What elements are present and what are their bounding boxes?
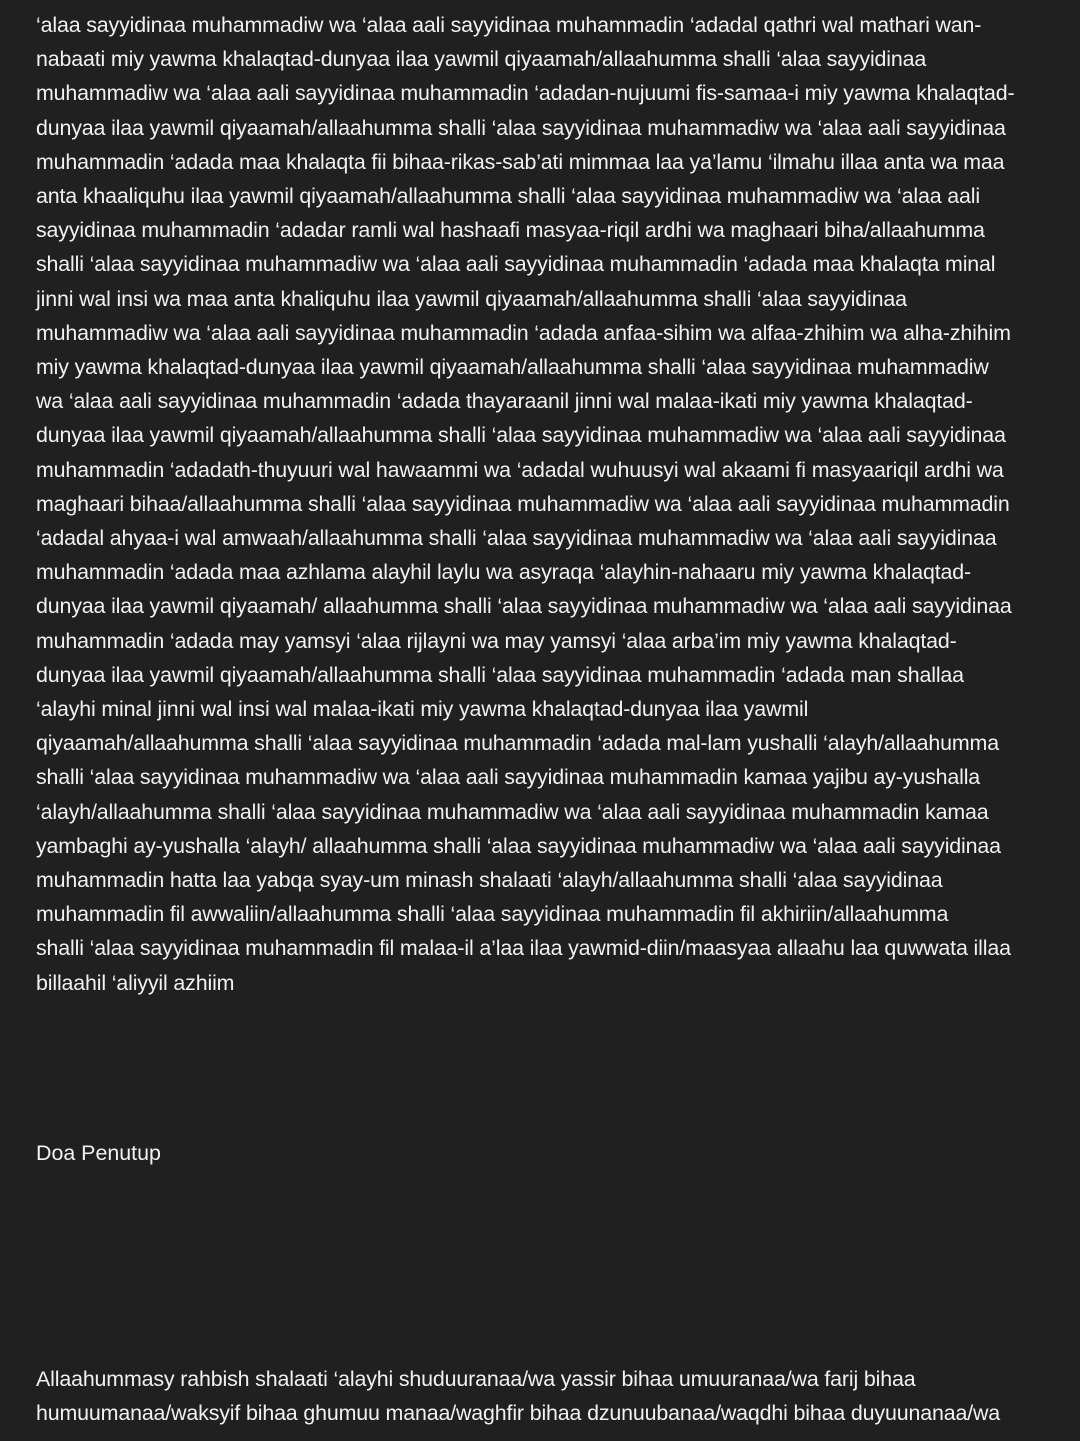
text-line: billaahil ‘aliyyil azhiim: [36, 970, 235, 995]
text-line: Allaahummasy rahbish shalaati ‘alayhi shuduuranaa/wa yassir bihaa umuuranaa/wa farij bihaa: [36, 1367, 916, 1391]
text-line: ‘adadal ahyaa-i wal amwaah/allaahumma shalli ‘alaa sayyidinaa muhammadiw wa ‘alaa aali sayyidinaa: [36, 526, 997, 551]
text-line: muhammadin ‘adada may yamsyi ‘alaa rijlayni wa may yamsyi ‘alaa arba’im miy yawma khalaqtad-: [36, 628, 957, 653]
text-line: muhammadin ‘adadath-thuyuuri wal hawaammi wa ‘adadal wuhuusyi wal akaami fi masyaariqil ardhi wa: [36, 457, 1004, 482]
main-paragraph: [36, 8, 1076, 1000]
text-line: nabaati miy yawma khalaqtad-dunyaa ilaa yawmil qiyaamah/allaahumma shalli ‘alaa sayyidinaa: [36, 47, 927, 72]
text-line: shalli ‘alaa sayyidinaa muhammadiw wa ‘alaa aali sayyidinaa muhammadin ‘adada maa khalaqta minal: [36, 252, 996, 277]
text-line: muhammadiw wa ‘alaa aali sayyidinaa muhammadin ‘adadan-nujuumi fis-samaa-i miy yawma khalaqtad-: [36, 81, 1015, 106]
closing-paragraph: [36, 1362, 1076, 1430]
text-line: shalli ‘alaa sayyidinaa muhammadiw wa ‘alaa aali sayyidinaa muhammadin kamaa yajibu ay-yushalla: [36, 765, 981, 790]
text-line: humuumanaa/waksyif bihaa ghumuu manaa/waghfir bihaa dzunuubanaa/waqdhi bihaa duyuunanaa/wa: [36, 1401, 1001, 1426]
text-line: muhammadin fil awwaliin/allaahumma shalli ‘alaa sayyidinaa muhammadin fil akhiriin/allaahumma: [36, 902, 949, 927]
text-line: maghaari bihaa/allaahumma shalli ‘alaa sayyidinaa muhammadiw wa ‘alaa aali sayyidinaa muhammadin: [36, 491, 1010, 516]
text-line: dunyaa ilaa yawmil qiyaamah/ allaahumma shalli ‘alaa sayyidinaa muhammadiw wa ‘alaa aali sayyidinaa: [36, 594, 1012, 619]
text-line: jinni wal insi wa maa anta khaliquhu ilaa yawmil qiyaamah/allaahumma shalli ‘alaa sayyidinaa: [36, 286, 907, 311]
text-line: muhammadiw wa ‘alaa aali sayyidinaa muhammadin ‘adada anfaa-sihim wa alfaa-zhihim wa alha-zhihim: [36, 320, 1011, 345]
text-line: dunyaa ilaa yawmil qiyaamah/allaahumma shalli ‘alaa sayyidinaa muhammadiw wa ‘alaa aali sayyidinaa: [36, 423, 1006, 448]
text-line: ‘alayh/allaahumma shalli ‘alaa sayyidinaa muhammadiw wa ‘alaa aali sayyidinaa muhammadin kamaa: [36, 799, 989, 824]
text-line: muhammadin ‘adada maa azhlama alayhil laylu wa asyraqa ‘alayhin-nahaaru miy yawma khalaqtad-: [36, 560, 972, 585]
document-page: [36, 8, 1076, 1000]
text-line: shalli ‘alaa sayyidinaa muhammadin fil malaa-il a’laa ilaa yawmid-diin/maasyaa allaahu laa quwwata illaa: [36, 936, 1011, 961]
text-line: muhammadin hatta laa yabqa syay-um minash shalaati ‘alayh/allaahumma shalli ‘alaa sayyidinaa: [36, 868, 943, 893]
text-line: miy yawma khalaqtad-dunyaa ilaa yawmil qiyaamah/allaahumma shalli ‘alaa sayyidinaa muhammadiw: [36, 355, 989, 380]
section-heading: Doa Penutup: [36, 1141, 161, 1165]
text-line: muhammadin ‘adada maa khalaqta fii bihaa-rikas-sab’ati mimmaa laa ya’lamu ‘ilmahu illaa anta wa maa: [36, 149, 1005, 174]
text-line: yambaghi ay-yushalla ‘alayh/ allaahumma shalli ‘alaa sayyidinaa muhammadiw wa ‘alaa aali sayyidinaa: [36, 833, 1001, 858]
text-line: wa ‘alaa aali sayyidinaa muhammadin ‘adada thayaraanil jinni wal malaa-ikati miy yawma khalaqtad-: [36, 389, 973, 414]
text-line: qiyaamah/allaahumma shalli ‘alaa sayyidinaa muhammadin ‘adada mal-lam yushalli ‘alayh/allaahumma: [36, 731, 999, 756]
text-line: dunyaa ilaa yawmil qiyaamah/allaahumma shalli ‘alaa sayyidinaa muhammadin ‘adada man shallaa: [36, 662, 964, 687]
text-line: dunyaa ilaa yawmil qiyaamah/allaahumma shalli ‘alaa sayyidinaa muhammadiw wa ‘alaa aali sayyidinaa: [36, 115, 1006, 140]
text-line: ‘alayhi minal jinni wal insi wal malaa-ikati miy yawma khalaqtad-dunyaa ilaa yawmil: [36, 697, 809, 722]
text-line: ‘alaa sayyidinaa muhammadiw wa ‘alaa aali sayyidinaa muhammadin ‘adadal qathri wal mathari wan-: [36, 13, 982, 37]
text-line: sayyidinaa muhammadin ‘adadar ramli wal hashaafi masyaa-riqil ardhi wa maghaari biha/allaahumma: [36, 218, 985, 243]
text-line: anta khaaliquhu ilaa yawmil qiyaamah/allaahumma shalli ‘alaa sayyidinaa muhammadiw wa ‘alaa aali: [36, 184, 980, 209]
